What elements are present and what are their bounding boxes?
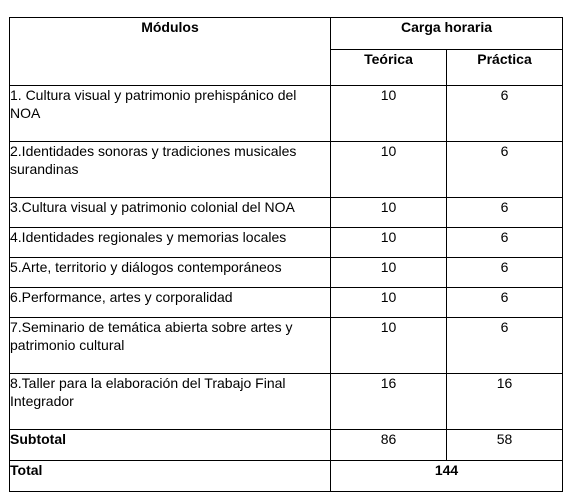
module-name: 8.Taller para la elaboración del Trabajo Final Integrador [10,374,331,430]
hours-practica: 6 [447,142,563,198]
hours-teorica: 10 [331,288,447,318]
hours-practica: 6 [447,258,563,288]
total-row [10,461,563,492]
table-row [10,318,563,374]
header-modulos: Módulos [10,18,331,86]
module-name: 7.Seminario de temática abierta sobre artes y patrimonio cultural [10,318,331,374]
subtotal-teorica: 86 [331,430,447,461]
header-teorica: Teórica [331,49,447,85]
hours-teorica: 10 [331,142,447,198]
header-carga-horaria: Carga horaria [331,18,563,50]
hours-teorica: 10 [331,228,447,258]
module-name: 5.Arte, territorio y diálogos contemporáneos [10,258,331,288]
hours-teorica: 10 [331,258,447,288]
module-name: 4.Identidades regionales y memorias locales [10,228,331,258]
subtotal-practica: 58 [447,430,563,461]
hours-teorica: 10 [331,198,447,228]
hours-practica: 6 [447,86,563,142]
table-row [10,288,563,318]
hours-practica: 6 [447,318,563,374]
table-row [10,258,563,288]
subtotal-label: Subtotal [10,430,331,461]
module-name: 1. Cultura visual y patrimonio prehispánico del NOA [10,86,331,142]
course-hours-table [9,17,563,492]
table-row [10,374,563,430]
module-name: 6.Performance, artes y corporalidad [10,288,331,318]
hours-teorica: 10 [331,86,447,142]
hours-practica: 6 [447,198,563,228]
subtotal-row [10,430,563,461]
table-row [10,86,563,142]
module-name: 2.Identidades sonoras y tradiciones musicales surandinas [10,142,331,198]
table-row [10,198,563,228]
hours-practica: 16 [447,374,563,430]
total-label: Total [10,461,331,492]
hours-practica: 6 [447,228,563,258]
table-row [10,228,563,258]
hours-practica: 6 [447,288,563,318]
table-row [10,142,563,198]
header-practica: Práctica [447,49,563,85]
hours-teorica: 10 [331,318,447,374]
hours-teorica: 16 [331,374,447,430]
total-value: 144 [331,461,563,492]
module-name: 3.Cultura visual y patrimonio colonial del NOA [10,198,331,228]
